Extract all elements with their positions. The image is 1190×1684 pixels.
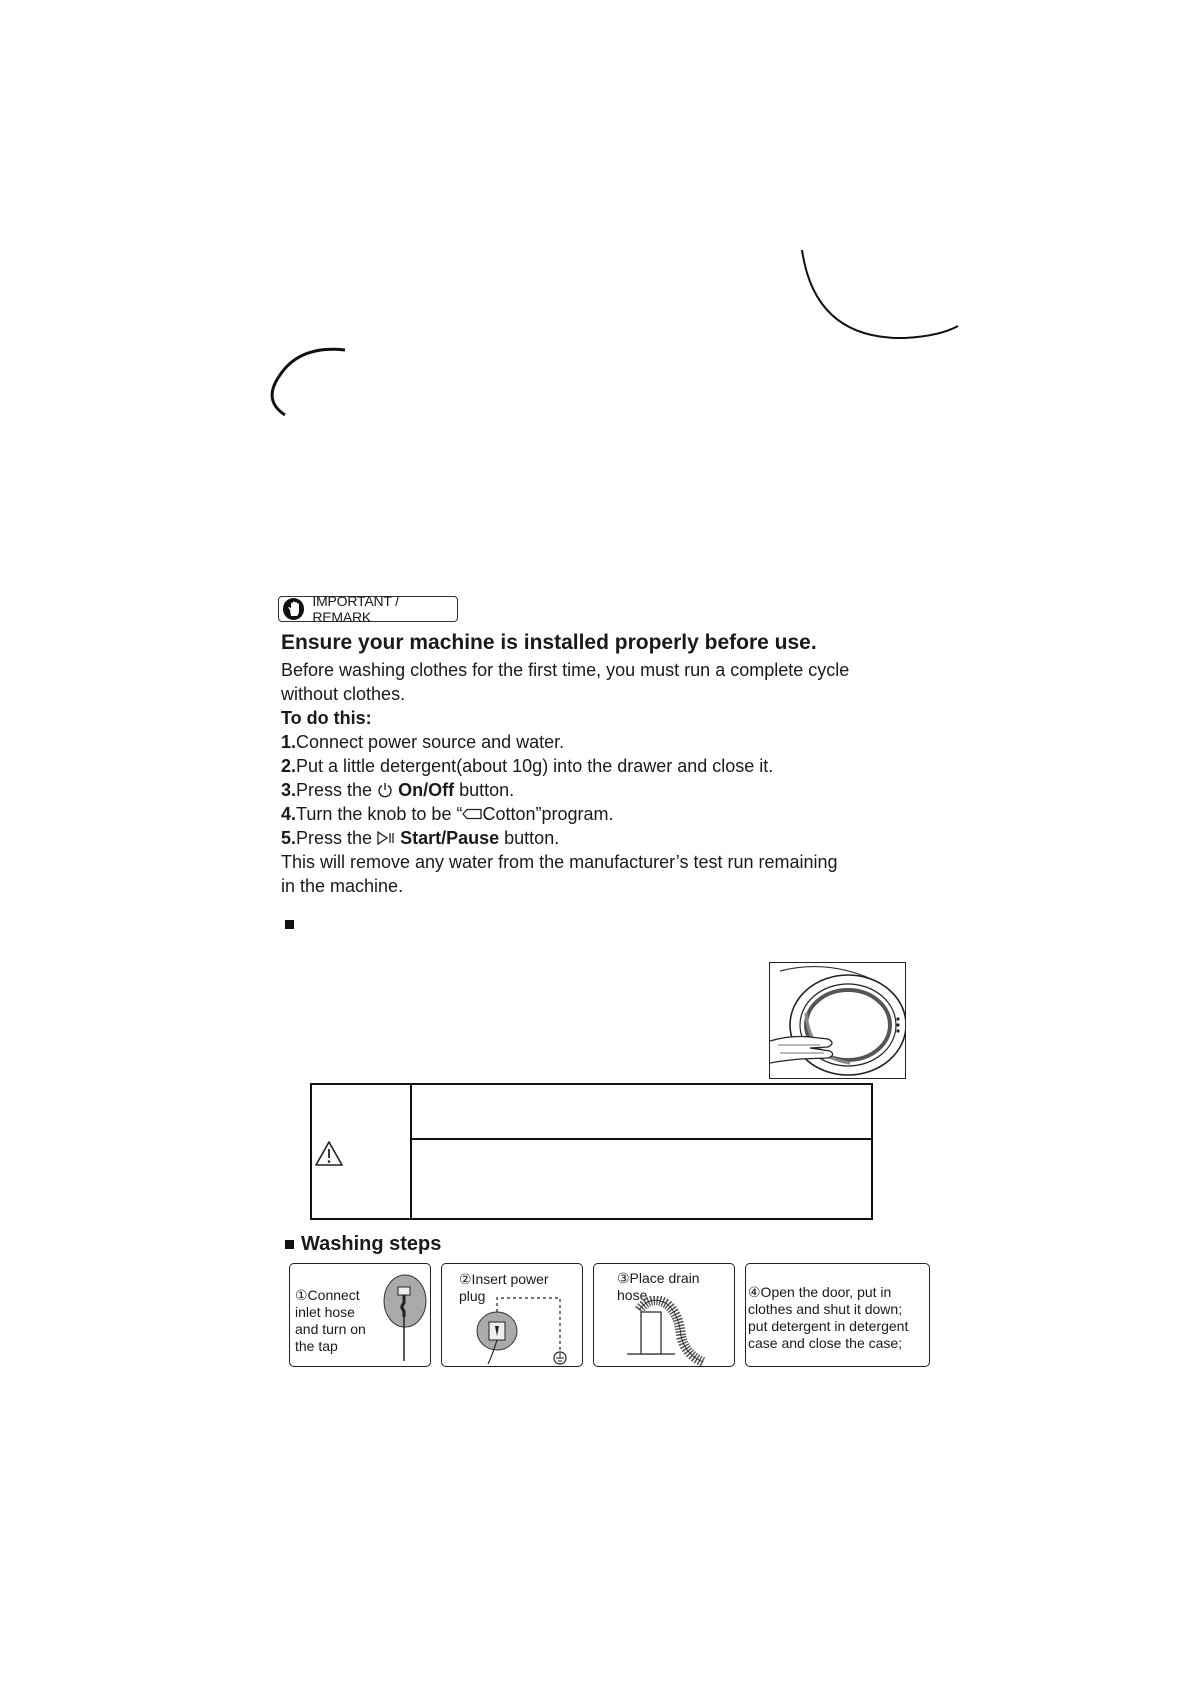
step-number: 1. — [281, 732, 297, 752]
notice-step-3 — [281, 778, 941, 802]
notice-step-1 — [281, 730, 941, 754]
step-card-text-line: hose — [617, 1287, 648, 1303]
notice-outro-line-2: in the machine. — [281, 876, 404, 896]
notice-outro-line-1: This will remove any water from the manufacturer’s test run remaining — [281, 852, 838, 872]
notice-step-5 — [281, 826, 941, 850]
step-card-text-line: case and close the case; — [748, 1335, 903, 1351]
tap-hose-icon — [380, 1269, 430, 1364]
notice-step-2 — [281, 754, 941, 778]
table-vertical-divider — [410, 1085, 412, 1218]
warning-triangle-icon — [314, 1140, 344, 1168]
step-card-drain-hose — [593, 1263, 735, 1367]
important-remark-badge — [278, 593, 458, 625]
warning-table — [310, 1083, 873, 1220]
step-card-text-line: inlet hose — [295, 1304, 355, 1320]
washing-steps-title — [285, 1233, 441, 1256]
section-bullet — [285, 920, 294, 929]
drain-hose-icon — [619, 1296, 729, 1366]
important-remark-label: IMPORTANT / REMARK — [312, 593, 399, 625]
play-pause-icon — [377, 831, 395, 845]
step-number: 3. — [281, 780, 297, 800]
first-use-notice — [281, 628, 941, 898]
notice-step-4 — [281, 802, 941, 826]
step-text: Put a little detergent(about 10g) into the drawer and close it. — [296, 756, 774, 776]
step-number: 2. — [281, 756, 297, 776]
power-icon — [377, 782, 393, 798]
section-bullet — [285, 1240, 294, 1249]
step-card-text-line: plug — [459, 1288, 486, 1304]
step-text-end: button. — [504, 828, 560, 848]
step-text: Press the — [296, 780, 373, 800]
cotton-program-icon — [462, 808, 482, 820]
step-text: Connect power source and water. — [296, 732, 565, 752]
step-text: Press the — [296, 828, 373, 848]
power-plug-icon — [472, 1286, 572, 1366]
step-text-end: Cotton”program. — [482, 804, 614, 824]
door-seal-illustration — [769, 962, 906, 1079]
step-card-text-line: put detergent in detergent — [748, 1318, 909, 1334]
step-number: 4. — [281, 804, 297, 824]
step-text: Turn the knob to be “ — [296, 804, 463, 824]
step-card-connect-inlet — [289, 1263, 431, 1367]
notice-heading: Ensure your machine is installed properly before use. — [281, 631, 817, 654]
step-card-text-line: ④Open the door, put in — [748, 1284, 892, 1300]
step-card-load-clothes — [745, 1263, 930, 1367]
step-number: 5. — [281, 828, 297, 848]
step-card-text-line: ①Connect — [295, 1287, 360, 1303]
start-pause-label: Start/Pause — [400, 828, 500, 848]
notice-todo-label: To do this: — [281, 708, 372, 728]
step-card-text-line: the tap — [295, 1338, 338, 1354]
notice-intro-line-1: Before washing clothes for the first time, you must run a complete cycle — [281, 660, 850, 680]
step-card-text-line: and turn on — [295, 1321, 366, 1337]
step-card-text-line: ③Place drain — [617, 1270, 700, 1286]
step-card-text-line: clothes and shut it down; — [748, 1301, 903, 1317]
notice-intro-line-2: without clothes. — [281, 684, 406, 704]
step-card-insert-plug — [441, 1263, 583, 1367]
washing-steps-label: Washing steps — [301, 1233, 442, 1255]
table-horizontal-divider — [410, 1138, 871, 1140]
step-card-text-line: ②Insert power — [459, 1271, 549, 1287]
step-text-end: button. — [459, 780, 515, 800]
hand-stop-icon — [283, 598, 304, 620]
on-off-label: On/Off — [398, 780, 455, 800]
